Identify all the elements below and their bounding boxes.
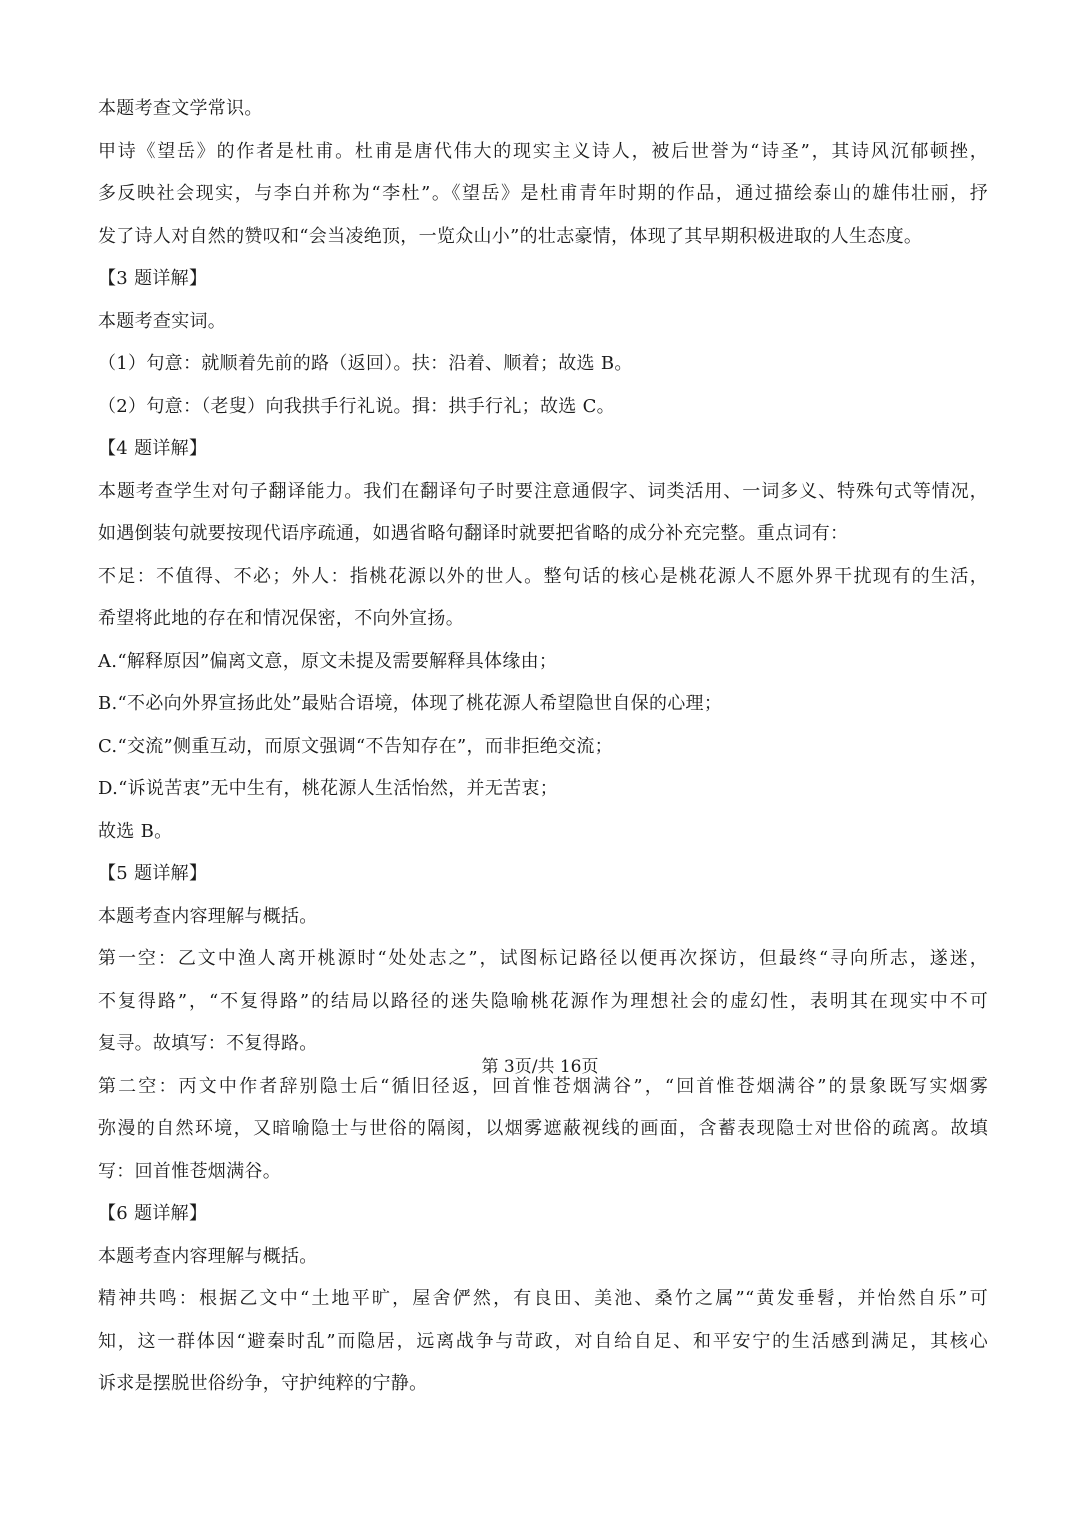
text-line: 本题考查学生对句子翻译能力。我们在翻译句子时要注意通假字、词类活用、一词多义、特殊句式等情况， — [98, 480, 988, 502]
text-line: （1）句意：就顺着先前的路（返回）。扶：沿着、顺着；故选 B。 — [98, 353, 633, 374]
text-line: 不复得路”，“不复得路”的结局以路径的迷失隐喻桃花源作为理想社会的虚幻性，表明其在现实中不可 — [98, 990, 988, 1012]
text-line: 第二空：丙文中作者辞别隐士后“循旧径返，回首惟苍烟满谷”，“回首惟苍烟满谷”的景象既写实烟雾 — [98, 1075, 988, 1097]
option-b-line: B.“不必向外界宣扬此处”最贴合语境，体现了桃花源人希望隐世自保的心理； — [98, 693, 723, 714]
text-line: 如遇倒装句就要按现代语序疏通，如遇省略句翻译时就要把省略的成分补充完整。重点词有： — [98, 523, 849, 544]
text-line: 发了诗人对自然的赞叹和“会当凌绝顶，一览众山小”的壮志豪情，体现了其早期积极进取的人生态度。 — [98, 225, 923, 247]
text-line: 写：回首惟苍烟满谷。 — [98, 1160, 281, 1182]
text-line: 本题考查内容理解与概括。 — [98, 905, 318, 927]
text-line: 希望将此地的存在和情况保密，不向外宣扬。 — [98, 608, 464, 629]
text-line: （2）句意：（老叟）向我拱手行礼说。揖：拱手行礼；故选 C。 — [98, 395, 615, 417]
option-a-line: A.“解释原因”偏离文意，原文未提及需要解释具体缘由； — [98, 650, 558, 672]
section-heading-6: 【6 题详解】 — [98, 1203, 208, 1224]
section-heading-5: 【5 题详解】 — [98, 863, 208, 884]
page-number-footer: 第 3页/共 16页 — [481, 1057, 599, 1077]
text-line: 本题考查实词。 — [98, 310, 227, 332]
text-line: 第一空：乙文中渔人离开桃源时“处处志之”，试图标记路径以便再次探访，但最终“寻向所志，遂迷， — [98, 948, 988, 969]
text-line: 不足：不值得、不必；外人：指桃花源以外的世人。整句话的核心是桃花源人不愿外界干扰现有的生活， — [98, 565, 988, 587]
section-heading-4: 【4 题详解】 — [98, 438, 208, 459]
section-heading-3: 【3 题详解】 — [98, 268, 208, 289]
text-line: 故选 B。 — [98, 820, 173, 842]
text-line: 本题考查文学常识。 — [98, 98, 263, 119]
answer-explanation-body — [98, 88, 988, 1406]
text-line: 精神共鸣：根据乙文中“土地平旷，屋舍俨然，有良田、美池、桑竹之属”“黄发垂髫，并怡然自乐”可 — [98, 1288, 988, 1309]
text-line: 多反映社会现实，与李白并称为“李杜”。《望岳》是杜甫青年时期的作品，通过描绘泰山的雄伟壮丽，抒 — [98, 183, 988, 204]
text-line: 诉求是摆脱世俗纷争，守护纯粹的宁静。 — [98, 1373, 428, 1394]
text-line: 弥漫的自然环境，又暗喻隐士与世俗的隔阂，以烟雾遮蔽视线的画面，含蓄表现隐士对世俗的疏离。故填 — [98, 1118, 988, 1139]
text-line: 本题考查内容理解与概括。 — [98, 1245, 318, 1267]
text-line: 复寻。故填写：不复得路。 — [98, 1033, 318, 1054]
text-line: 甲诗《望岳》的作者是杜甫。杜甫是唐代伟大的现实主义诗人，被后世誉为“诗圣”，其诗风沉郁顿挫， — [98, 140, 988, 162]
option-d-line: D.“诉说苦衷”无中生有，桃花源人生活怡然，并无苦衷； — [98, 778, 559, 799]
option-c-line: C.“交流”侧重互动，而原文强调“不告知存在”，而非拒绝交流； — [98, 735, 613, 757]
text-line: 知，这一群体因“避秦时乱”而隐居，远离战争与苛政，对自给自足、和平安宁的生活感到满足，其核心 — [98, 1330, 988, 1352]
